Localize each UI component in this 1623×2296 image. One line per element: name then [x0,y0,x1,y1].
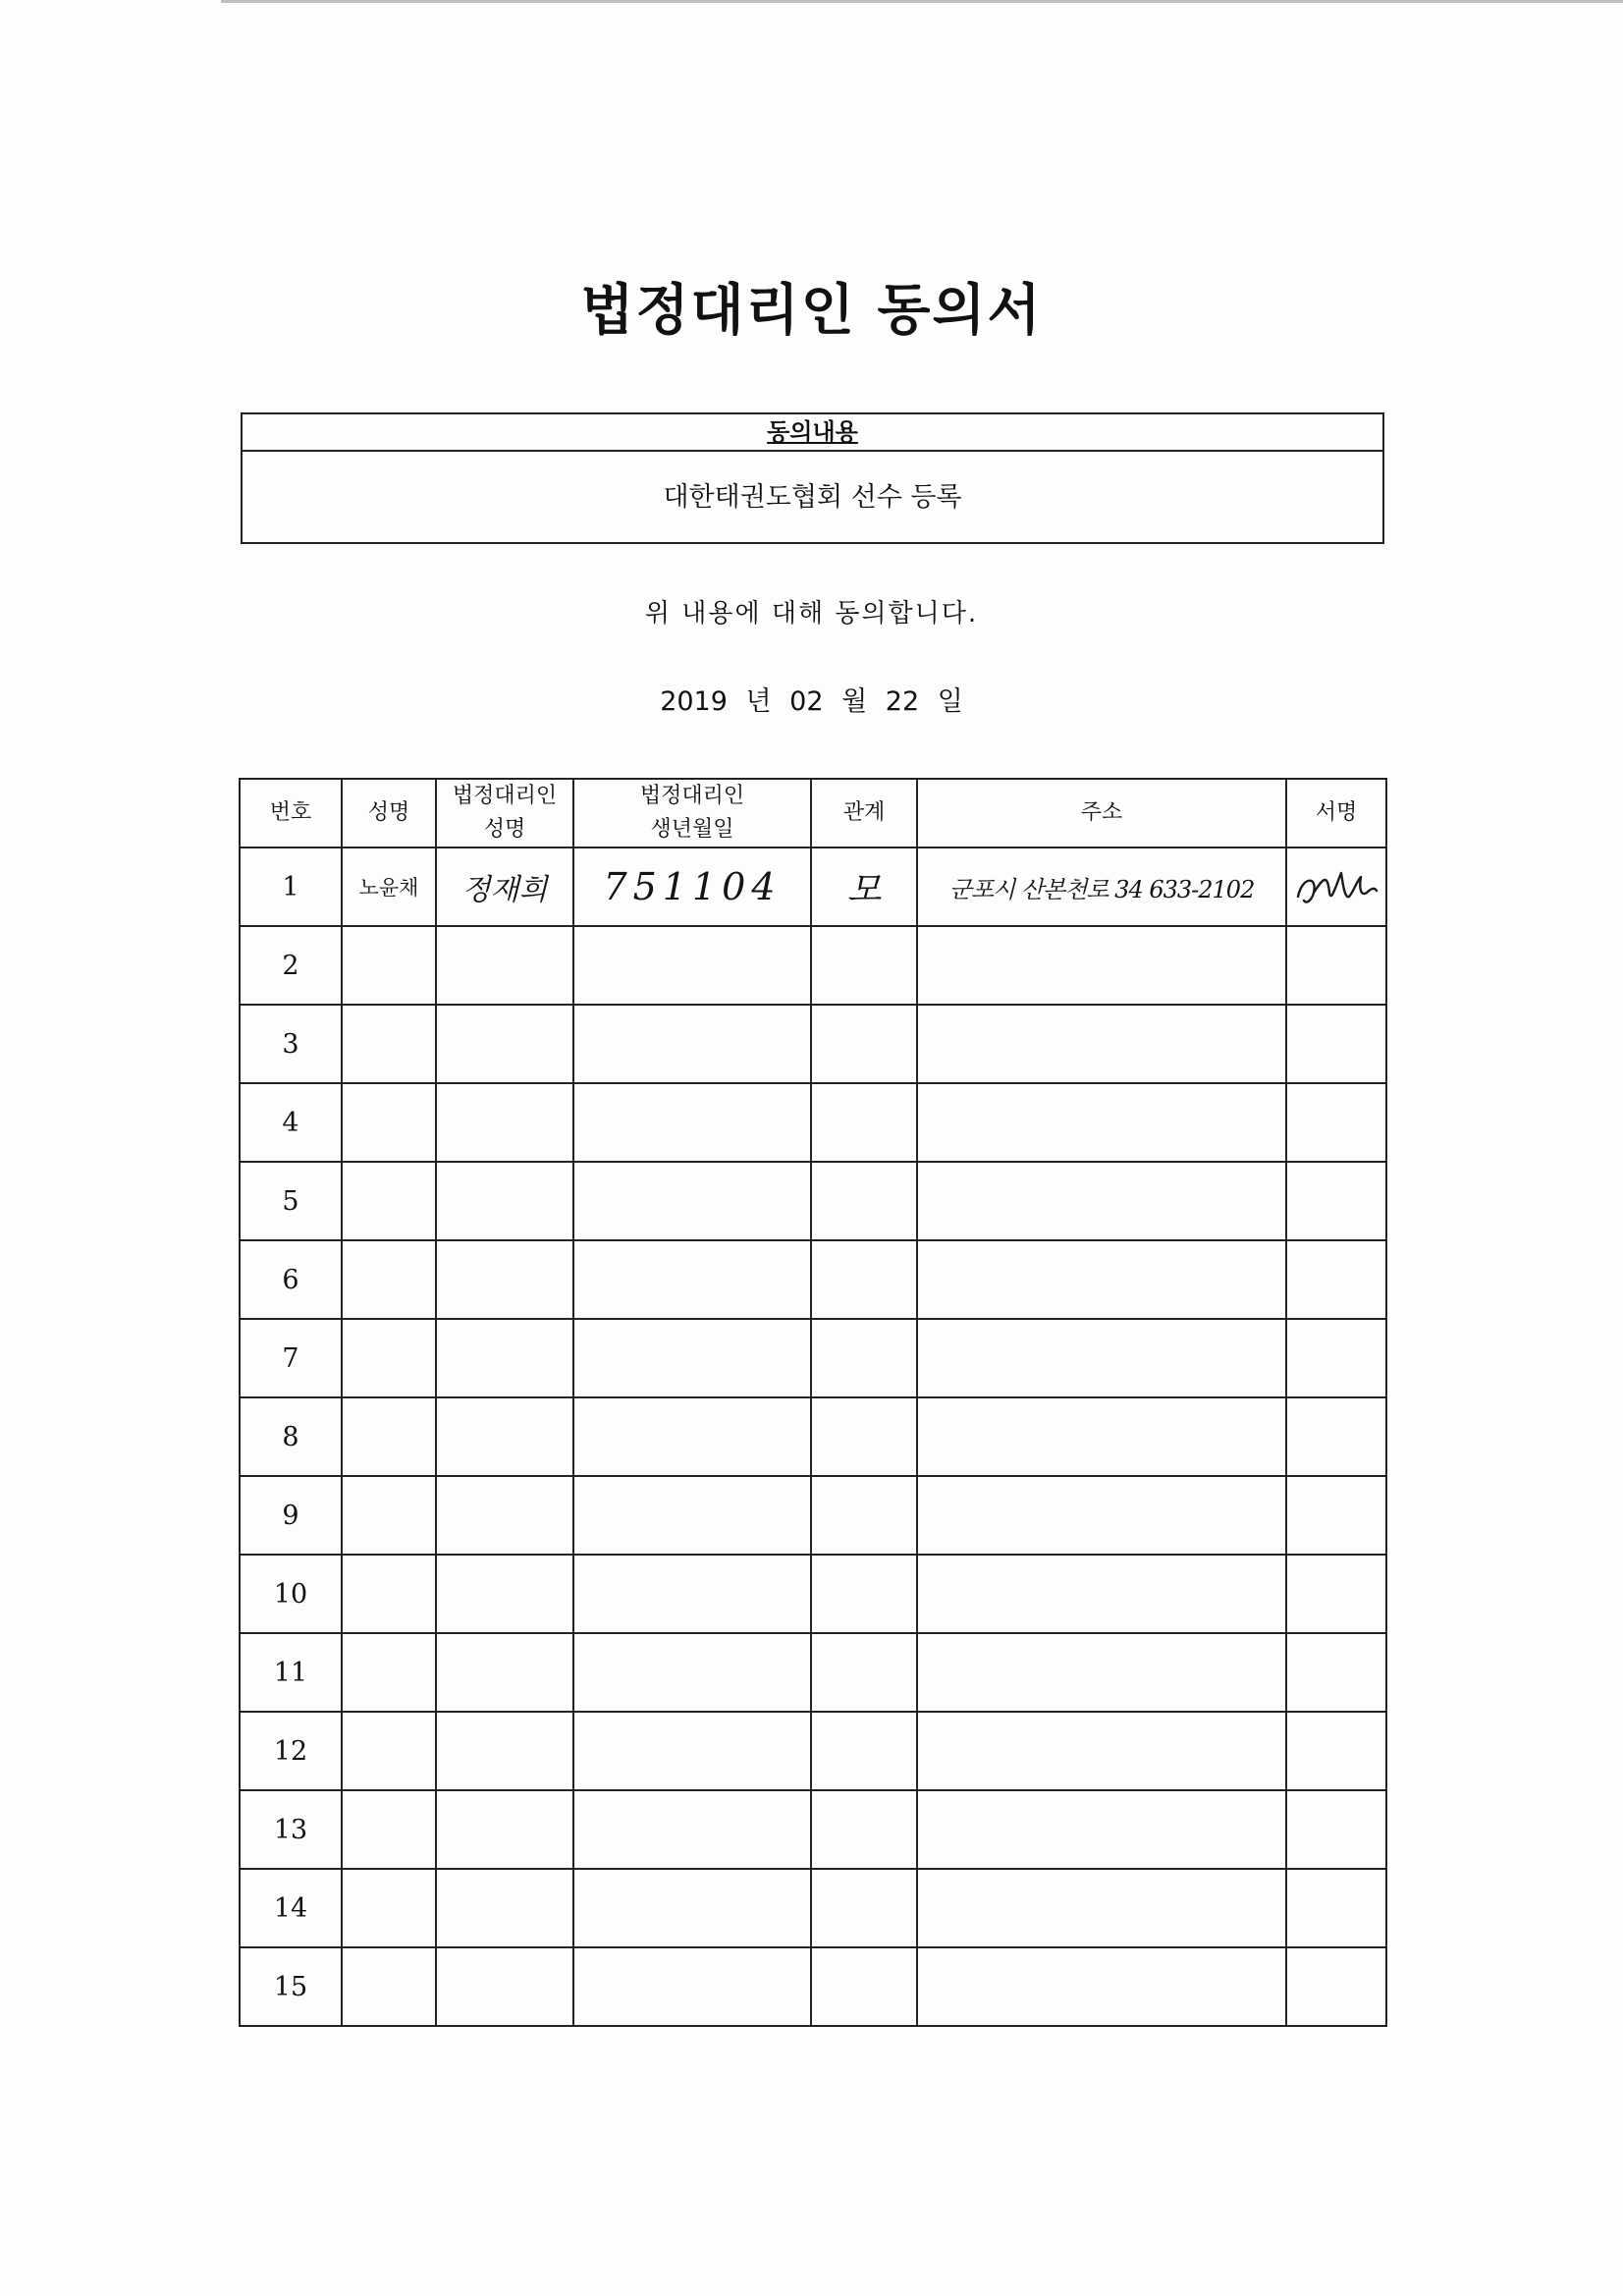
row-guardian-birth [573,1869,811,1947]
row-address [917,847,1286,926]
row-name [342,1869,436,1947]
row-address [917,1790,1286,1869]
table-row [240,1712,1386,1790]
row-name [342,1005,436,1083]
row-signature [1286,1240,1386,1319]
document-title: 법정대리인 동의서 [580,279,1043,343]
row-guardian-birth [573,1947,811,2026]
row-address [917,926,1286,1005]
row-signature [1286,926,1386,1005]
header-guardian-name-line2: 성명 [483,817,526,842]
header-guardian-name-line1: 법정대리인 [452,784,558,808]
header-signature: 서명 [1286,779,1386,847]
row-signature [1286,1005,1386,1083]
agreement-statement: 위 내용에 대해 동의합니다. [644,599,979,629]
row-address [917,1005,1286,1083]
row-relation [811,1319,917,1397]
row-guardian-name [436,1476,573,1555]
row-number: 2 [240,926,342,1005]
row-relation [811,1790,917,1869]
row-signature [1286,1083,1386,1162]
row-signature [1286,1476,1386,1555]
row-address [917,1947,1286,2026]
row-guardian-name [436,1240,573,1319]
table-row [240,1947,1386,2026]
table-header-row [240,779,1386,847]
row-name [342,1947,436,2026]
row-relation [811,1005,917,1083]
row-guardian-name [436,1319,573,1397]
row-guardian-name [436,1947,573,2026]
row-number: 3 [240,1005,342,1083]
row-name [342,1476,436,1555]
row-name [342,1319,436,1397]
row-number: 4 [240,1083,342,1162]
row-guardian-birth [573,1397,811,1476]
row-address [917,1712,1286,1790]
row-number: 14 [240,1869,342,1947]
handwritten-relation: 모 [846,869,882,910]
row-guardian-name [436,1555,573,1633]
row-guardian-name [436,1162,573,1240]
row-guardian-name [436,926,573,1005]
row-signature [1286,1319,1386,1397]
table-row [240,1476,1386,1555]
header-address: 주소 [917,779,1286,847]
header-guardian-birth [573,779,811,847]
row-guardian-name [436,1712,573,1790]
row-signature [1286,1712,1386,1790]
row-number: 13 [240,1790,342,1869]
row-relation [811,1555,917,1633]
row-number: 5 [240,1162,342,1240]
row-relation [811,1240,917,1319]
handwritten-signature [1292,857,1380,916]
table-row [240,926,1386,1005]
row-name [342,1633,436,1712]
handwritten-guardian-birth: 751104 [603,865,782,908]
table-row [240,1555,1386,1633]
consent-header-label: 동의내용 [767,418,858,446]
row-guardian-name [436,1869,573,1947]
row-guardian-birth [573,1005,811,1083]
row-number: 11 [240,1633,342,1712]
row-name [342,1555,436,1633]
row-signature [1286,1162,1386,1240]
row-relation [811,1083,917,1162]
row-number: 7 [240,1319,342,1397]
table-row [240,1397,1386,1476]
row-relation [811,1712,917,1790]
guardian-roster-table [239,778,1387,2027]
row-signature [1286,1790,1386,1869]
row-number: 6 [240,1240,342,1319]
row-number: 15 [240,1947,342,2026]
document-date: 2019 년 02 월 22 일 [660,686,963,717]
row-guardian-name [436,1005,573,1083]
row-address [917,1083,1286,1162]
row-guardian-birth [573,1633,811,1712]
row-name [342,1162,436,1240]
table-row [240,1083,1386,1162]
table-row [240,847,1386,926]
header-guardian-birth-line1: 법정대리인 [639,784,745,808]
row-guardian-birth [573,1555,811,1633]
table-row [240,1005,1386,1083]
row-address [917,1869,1286,1947]
handwritten-guardian-name: 정재희 [461,873,548,907]
table-row [240,1633,1386,1712]
row-name [342,1083,436,1162]
row-relation [811,1162,917,1240]
row-relation [811,1869,917,1947]
row-guardian-birth [573,1790,811,1869]
row-number: 8 [240,1397,342,1476]
row-relation [811,847,917,926]
row-guardian-birth [573,1083,811,1162]
scan-top-edge [221,0,1623,3]
row-relation [811,1633,917,1712]
row-name [342,926,436,1005]
table-row [240,1790,1386,1869]
consent-content: 대한태권도협회 선수 등록 [663,482,962,513]
handwritten-address: 군포시 산본천로 34 633-2102 [948,875,1255,903]
row-address [917,1555,1286,1633]
row-relation [811,926,917,1005]
header-guardian-birth-line2: 생년월일 [650,817,734,842]
row-name: 노윤채 [342,847,436,926]
row-guardian-name [436,847,573,926]
row-signature [1286,1633,1386,1712]
row-name [342,1240,436,1319]
table-row [240,1319,1386,1397]
row-guardian-birth [573,1319,811,1397]
row-name [342,1397,436,1476]
row-guardian-birth [573,1476,811,1555]
row-guardian-birth [573,926,811,1005]
row-name [342,1712,436,1790]
row-signature [1286,1555,1386,1633]
consent-header [243,414,1382,452]
row-signature [1286,1397,1386,1476]
row-guardian-birth [573,1712,811,1790]
row-guardian-birth [573,1240,811,1319]
row-number: 12 [240,1712,342,1790]
header-number: 번호 [240,779,342,847]
consent-box [241,412,1384,544]
row-signature [1286,1947,1386,2026]
row-name [342,1790,436,1869]
row-number: 1 [240,847,342,926]
row-relation [811,1476,917,1555]
row-signature [1286,847,1386,926]
header-guardian-name [436,779,573,847]
row-guardian-birth [573,1162,811,1240]
header-relation: 관계 [811,779,917,847]
table-row [240,1240,1386,1319]
row-relation [811,1947,917,2026]
row-address [917,1162,1286,1240]
row-guardian-name [436,1083,573,1162]
header-name: 성명 [342,779,436,847]
row-guardian-name [436,1790,573,1869]
row-relation [811,1397,917,1476]
table-row [240,1869,1386,1947]
table-row [240,1162,1386,1240]
row-address [917,1476,1286,1555]
row-address [917,1633,1286,1712]
row-guardian-name [436,1397,573,1476]
row-number: 9 [240,1476,342,1555]
row-number: 10 [240,1555,342,1633]
row-address [917,1397,1286,1476]
row-guardian-birth [573,847,811,926]
row-address [917,1319,1286,1397]
row-address [917,1240,1286,1319]
row-signature [1286,1869,1386,1947]
row-guardian-name [436,1633,573,1712]
